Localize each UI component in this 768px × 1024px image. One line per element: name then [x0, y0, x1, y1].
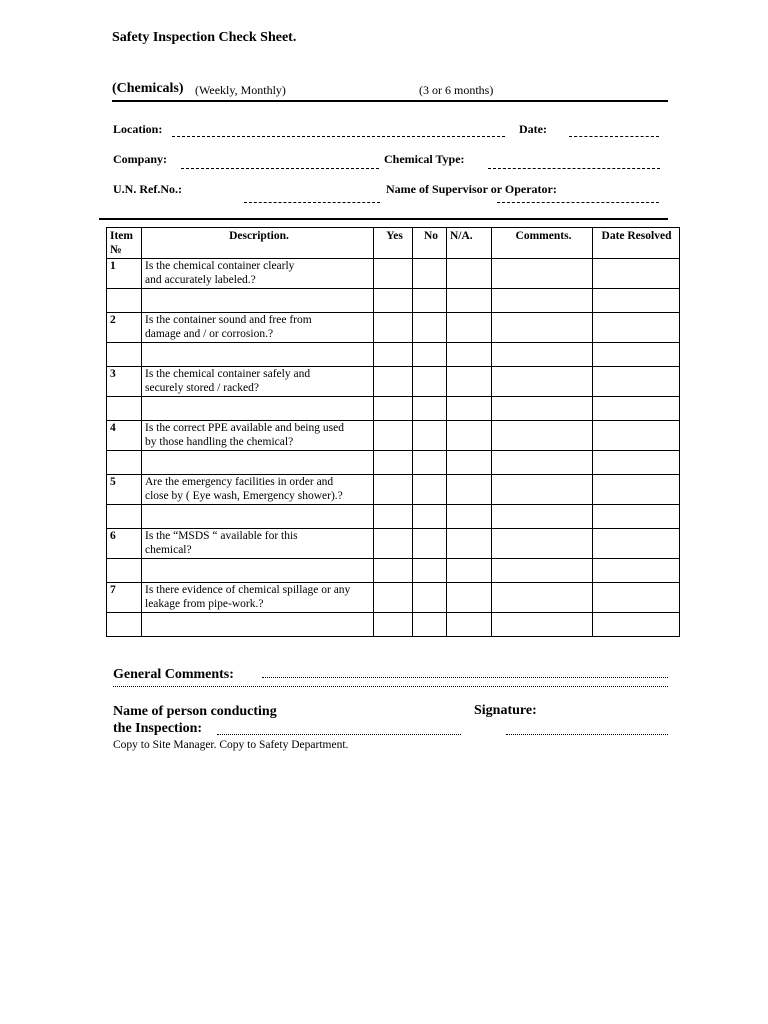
copy-note: Copy to Site Manager. Copy to Safety Department. — [113, 739, 349, 751]
general-comments-label: General Comments: — [113, 667, 234, 682]
yes-cell[interactable] — [374, 421, 413, 451]
na-cell[interactable] — [447, 529, 492, 559]
blank-cell[interactable] — [447, 451, 492, 475]
yes-cell[interactable] — [374, 259, 413, 289]
table-row — [107, 529, 680, 559]
item-description — [142, 583, 374, 613]
table-row — [107, 259, 680, 289]
item-description — [142, 313, 374, 343]
comments-cell[interactable] — [492, 313, 593, 343]
general-comments-line-1[interactable] — [262, 677, 668, 678]
frequency-weekly-monthly: (Weekly, Monthly) — [195, 83, 286, 97]
blank-cell[interactable] — [374, 289, 413, 313]
company-field[interactable] — [181, 168, 379, 169]
blank-cell[interactable] — [142, 397, 374, 421]
date-field[interactable] — [569, 136, 659, 137]
blank-cell[interactable] — [447, 289, 492, 313]
no-cell[interactable] — [413, 583, 447, 613]
item-number: 4 — [107, 421, 142, 451]
blank-cell[interactable] — [413, 505, 447, 529]
blank-cell[interactable] — [593, 505, 680, 529]
description-line: Is the container sound and free from — [145, 314, 312, 326]
blank-cell[interactable] — [142, 505, 374, 529]
table-row — [107, 421, 680, 451]
item-description — [142, 367, 374, 397]
na-cell[interactable] — [447, 367, 492, 397]
blank-cell[interactable] — [593, 397, 680, 421]
inspector-name-line2: the Inspection: — [113, 721, 203, 736]
blank-cell[interactable] — [492, 289, 593, 313]
item-number: 7 — [107, 583, 142, 613]
description-header: Description. — [142, 228, 374, 259]
signature-label: Signature: — [474, 703, 537, 718]
description-line: close by ( Eye wash, Emergency shower).? — [145, 490, 343, 502]
yes-cell[interactable] — [374, 475, 413, 505]
blank-cell[interactable] — [447, 559, 492, 583]
table-row-spacer — [107, 343, 680, 367]
blank-cell[interactable] — [492, 613, 593, 637]
blank-cell[interactable] — [447, 343, 492, 367]
description-line: Is the correct PPE available and being used — [145, 422, 344, 434]
date-resolved-cell[interactable] — [593, 583, 680, 613]
blank-cell[interactable] — [374, 505, 413, 529]
blank-cell — [107, 613, 142, 637]
description-line: Is the chemical container safely and — [145, 368, 311, 380]
location-field[interactable] — [172, 136, 505, 137]
blank-cell[interactable] — [492, 505, 593, 529]
no-cell[interactable] — [413, 421, 447, 451]
item-description — [142, 421, 374, 451]
na-cell[interactable] — [447, 583, 492, 613]
date-resolved-cell[interactable] — [593, 475, 680, 505]
date-resolved-cell[interactable] — [593, 529, 680, 559]
table-row-spacer — [107, 289, 680, 313]
yes-cell[interactable] — [374, 367, 413, 397]
blank-cell[interactable] — [142, 559, 374, 583]
comments-header: Comments. — [492, 228, 593, 259]
item-number: 5 — [107, 475, 142, 505]
yes-cell[interactable] — [374, 583, 413, 613]
description-line: and accurately labeled.? — [145, 274, 256, 286]
table-row-spacer — [107, 451, 680, 475]
general-comments-line-2[interactable] — [113, 686, 668, 687]
no-cell[interactable] — [413, 367, 447, 397]
no-cell[interactable] — [413, 475, 447, 505]
blank-cell — [107, 505, 142, 529]
blank-cell[interactable] — [142, 613, 374, 637]
blank-cell[interactable] — [142, 451, 374, 475]
table-top-rule — [99, 218, 668, 220]
blank-cell[interactable] — [593, 559, 680, 583]
table-row — [107, 583, 680, 613]
item-header-line1: Item — [110, 230, 133, 242]
location-label: Location: — [113, 122, 163, 136]
comments-cell[interactable] — [492, 583, 593, 613]
blank-cell[interactable] — [492, 559, 593, 583]
no-header: No — [413, 228, 447, 259]
blank-cell — [107, 343, 142, 367]
blank-cell[interactable] — [374, 343, 413, 367]
description-line: damage and / or corrosion.? — [145, 328, 274, 340]
comments-cell[interactable] — [492, 421, 593, 451]
na-cell[interactable] — [447, 421, 492, 451]
blank-cell[interactable] — [492, 397, 593, 421]
blank-cell[interactable] — [374, 451, 413, 475]
no-cell[interactable] — [413, 259, 447, 289]
supervisor-label: Name of Supervisor or Operator: — [386, 182, 557, 196]
yes-cell[interactable] — [374, 313, 413, 343]
no-cell[interactable] — [413, 313, 447, 343]
inspector-name-field[interactable] — [217, 734, 461, 735]
blank-cell[interactable] — [413, 559, 447, 583]
item-description — [142, 475, 374, 505]
item-header — [107, 228, 142, 259]
table-row-spacer — [107, 559, 680, 583]
comments-cell[interactable] — [492, 367, 593, 397]
table-row — [107, 313, 680, 343]
blank-cell — [107, 559, 142, 583]
description-line: Are the emergency facilities in order and — [145, 476, 334, 488]
blank-cell[interactable] — [413, 451, 447, 475]
description-line: Is the “MSDS “ available for this — [145, 530, 298, 542]
blank-cell[interactable] — [447, 505, 492, 529]
checklist-table — [106, 227, 680, 637]
item-number: 3 — [107, 367, 142, 397]
table-row-spacer — [107, 505, 680, 529]
item-number: 2 — [107, 313, 142, 343]
comments-cell[interactable] — [492, 259, 593, 289]
signature-field[interactable] — [506, 734, 668, 735]
blank-cell[interactable] — [374, 397, 413, 421]
blank-cell[interactable] — [413, 289, 447, 313]
no-cell[interactable] — [413, 529, 447, 559]
inspector-name-line1: Name of person conducting — [113, 704, 277, 719]
item-number: 1 — [107, 259, 142, 289]
blank-cell[interactable] — [374, 559, 413, 583]
blank-cell[interactable] — [447, 613, 492, 637]
blank-cell[interactable] — [492, 451, 593, 475]
date-resolved-cell[interactable] — [593, 367, 680, 397]
table-row — [107, 367, 680, 397]
description-line: securely stored / racked? — [145, 382, 259, 394]
date-resolved-cell[interactable] — [593, 259, 680, 289]
chemical-type-field[interactable] — [488, 168, 660, 169]
table-row-spacer — [107, 397, 680, 421]
page-title: Safety Inspection Check Sheet. — [112, 30, 297, 45]
description-line: Is the chemical container clearly — [145, 260, 295, 272]
blank-cell[interactable] — [413, 343, 447, 367]
chemical-type-label: Chemical Type: — [384, 152, 465, 166]
blank-cell[interactable] — [593, 343, 680, 367]
yes-header: Yes — [374, 228, 413, 259]
description-line: chemical? — [145, 544, 192, 556]
table-row — [107, 475, 680, 505]
item-description — [142, 529, 374, 559]
description-line: by those handling the chemical? — [145, 436, 294, 448]
date-label: Date: — [519, 122, 547, 136]
yes-cell[interactable] — [374, 529, 413, 559]
blank-cell — [107, 289, 142, 313]
date-resolved-header: Date Resolved — [593, 228, 680, 259]
date-resolved-cell[interactable] — [593, 421, 680, 451]
table-header-row — [107, 228, 680, 259]
company-label: Company: — [113, 152, 168, 166]
un-ref-field[interactable] — [244, 202, 380, 203]
na-cell[interactable] — [447, 313, 492, 343]
item-description — [142, 259, 374, 289]
supervisor-field[interactable] — [497, 202, 659, 203]
table-row-spacer — [107, 613, 680, 637]
comments-cell[interactable] — [492, 529, 593, 559]
blank-cell[interactable] — [593, 289, 680, 313]
blank-cell[interactable] — [142, 343, 374, 367]
blank-cell[interactable] — [492, 343, 593, 367]
blank-cell — [107, 451, 142, 475]
item-header-line2: № — [110, 244, 122, 256]
blank-cell[interactable] — [593, 451, 680, 475]
item-number: 6 — [107, 529, 142, 559]
inspector-name-label — [113, 703, 277, 737]
blank-cell[interactable] — [142, 289, 374, 313]
na-cell[interactable] — [447, 475, 492, 505]
un-ref-label: U.N. Ref.No.: — [113, 182, 182, 196]
subject-label: (Chemicals) — [112, 81, 184, 96]
blank-cell[interactable] — [374, 613, 413, 637]
comments-cell[interactable] — [492, 475, 593, 505]
na-cell[interactable] — [447, 259, 492, 289]
blank-cell[interactable] — [447, 397, 492, 421]
date-resolved-cell[interactable] — [593, 313, 680, 343]
blank-cell — [107, 397, 142, 421]
blank-cell[interactable] — [413, 613, 447, 637]
frequency-months: (3 or 6 months) — [419, 83, 494, 97]
header-rule — [112, 100, 668, 102]
description-line: Is there evidence of chemical spillage or any — [145, 584, 351, 596]
blank-cell[interactable] — [413, 397, 447, 421]
blank-cell[interactable] — [593, 613, 680, 637]
description-line: leakage from pipe-work.? — [145, 598, 264, 610]
na-header: N/A. — [447, 228, 492, 259]
